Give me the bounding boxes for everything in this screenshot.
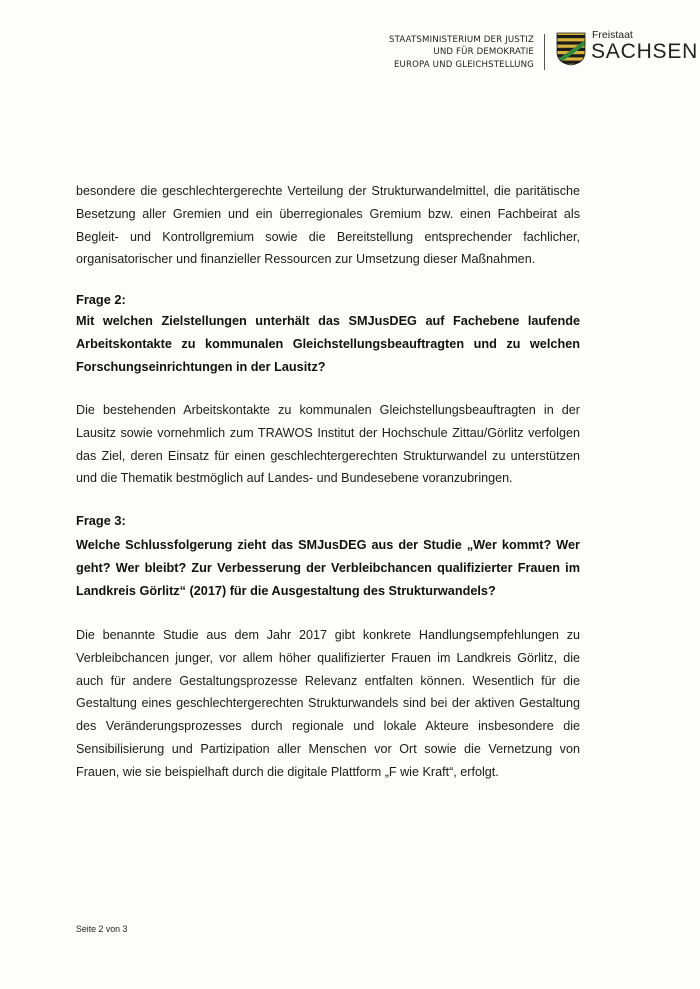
saxony-coat-of-arms-icon: [556, 32, 586, 66]
ministry-name: [389, 34, 534, 71]
question-2-label: Frage 2:: [76, 292, 126, 307]
ministry-line-3: EUROPA UND GLEICHSTELLUNG: [393, 59, 534, 70]
freistaat-label: Freistaat: [592, 29, 633, 41]
page-number: Seite 2 von 3: [76, 924, 128, 934]
answer-3: Die benannte Studie aus dem Jahr 2017 gibt konkrete Handlungsempfehlungen zu Verbleibchancen junger, vor allem höher qualifizierter Frauen im Landkreis Görlitz, die auch für andere Gestaltungsprozesse Relevanz entfalten können. Wesentlich für die Gestaltung eines geschlechtergerechten Strukturwandels sind bei der aktiven Gestaltung des Veränderungsprozesses durch regionale und lokale Akteure insbesondere die Sensibilisierung und Partizipation aller Menschen vor Ort sowie die Vernetzung von Frauen, wie sie beispielhaft durch die digitale Plattform „F wie Kraft“, erfolgt.: [76, 628, 580, 779]
ministry-line-2: UND FÜR DEMOKRATIE: [433, 47, 534, 58]
ministry-line-1: STAATSMINISTERIUM DER JUSTIZ: [389, 35, 534, 45]
paragraph-continuation: besondere die geschlechtergerechte Verteilung der Strukturwandelmittel, die paritätische Besetzung aller Gremien und ein überregionales Gremium bzw. einen Fachbeirat als Begleit- und Kontrollgremium sowie die Bereitstellung entsprechender fachlicher, organisatorischer und finanzieller Ressourcen zur Umsetzung dieser Maßnahmen.: [76, 184, 580, 267]
question-3-label: Frage 3:: [76, 513, 126, 528]
header-divider: [544, 34, 545, 70]
sachsen-wordmark: SACHSEN: [591, 40, 699, 63]
crest-bar-1: [556, 35, 586, 38]
answer-2: Die bestehenden Arbeitskontakte zu kommunalen Gleichstellungsbeauftragten in der Lausitz sowie vornehmlich zum TRAWOS Institut der Hochschule Zittau/Görlitz verfolgen das Ziel, deren Einsatz für einen geschlechtergerechten Strukturwandel zu unterstützen und die Thematik bestmöglich auf Landes- und Bundesebene voranzubringen.: [76, 403, 580, 486]
question-3-text: Welche Schlussfolgerung zieht das SMJusDEG aus der Studie „Wer kommt? Wer geht? Wer bleibt? Zur Verbesserung der Verbleibchancen qualifizierter Frauen im Landkreis Görlitz“ (2017) für die Ausgestaltung des Strukturwandels?: [76, 538, 580, 598]
question-2-text: Mit welchen Zielstellungen unterhält das SMJusDEG auf Fachebene laufende Arbeitskontakte zu kommunalen Gleichstellungsbeauftragten und zu welchen Forschungseinrichtungen in der Lausitz?: [76, 314, 580, 374]
